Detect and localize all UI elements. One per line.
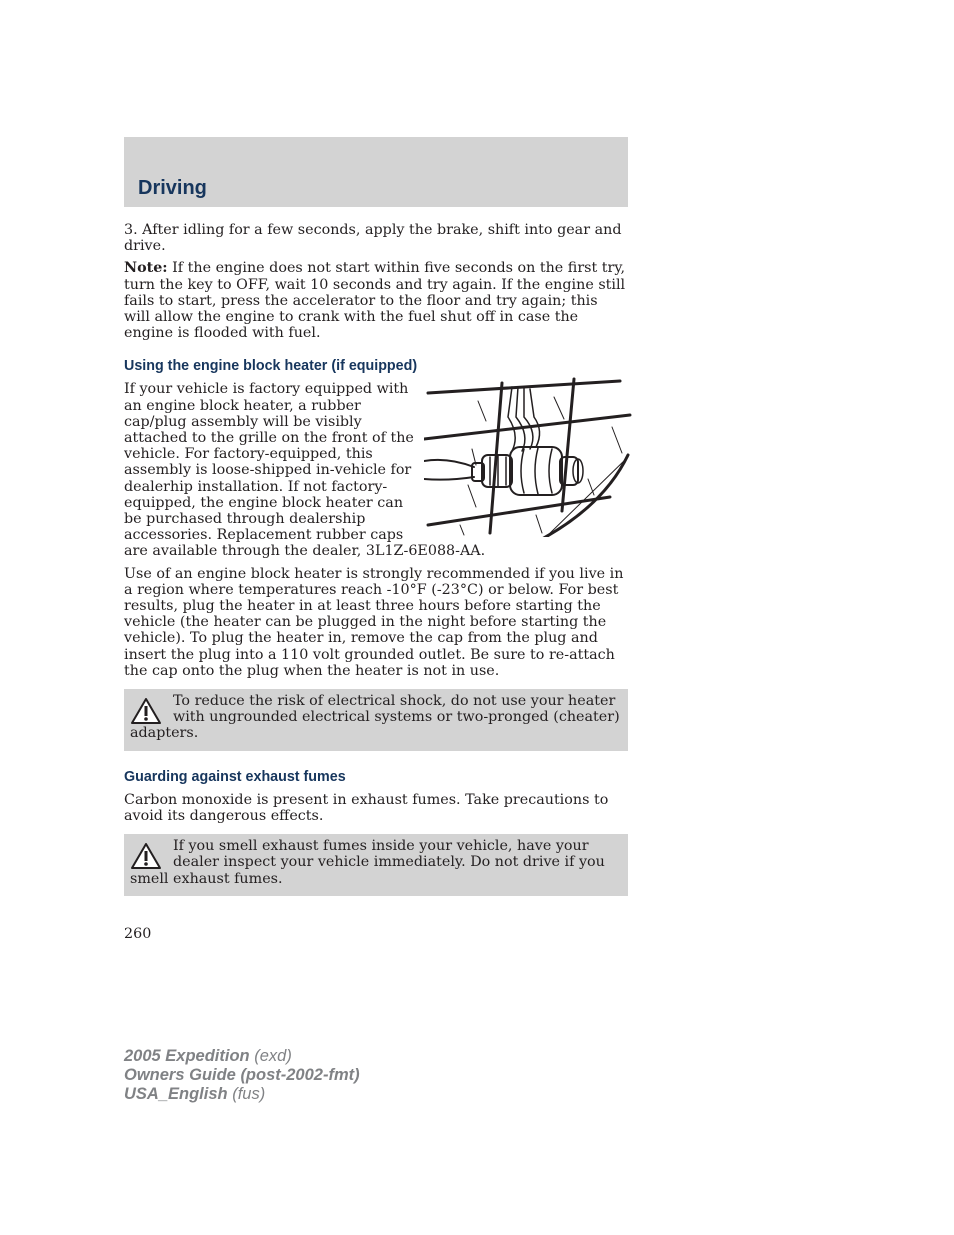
block-heater-heading: Using the engine block heater (if equipped)	[124, 358, 418, 375]
warning-triangle-icon	[130, 697, 162, 725]
electrical-warning-text: To reduce the risk of electrical shock, do not use your heater with ungrounded electrical systems or two-pronged (cheater) adapters.	[130, 693, 620, 742]
note-text: If the engine does not start within five seconds on the first try, turn the key to OFF, wait 10 seconds and try again. If the engine still fails to start, press the accelerator to the floor and try again; this will allow the engine to crank with the fuel shut off in case the engine is flooded with fuel.	[124, 260, 626, 342]
exhaust-heading: Guarding against exhaust fumes	[124, 768, 346, 785]
section-header	[124, 137, 628, 207]
document-footer	[124, 1047, 360, 1104]
note-paragraph	[124, 260, 628, 341]
footer-line-2	[124, 1066, 360, 1085]
exhaust-warning-box	[124, 834, 628, 896]
step-3-text: 3. After idling for a few seconds, apply the brake, shift into gear and drive.	[124, 222, 622, 255]
footer-language-code: (fus)	[227, 1085, 266, 1103]
note-label: Note:	[124, 260, 168, 277]
footer-model-code: (exd)	[249, 1047, 292, 1065]
page-content	[124, 222, 628, 914]
page-number: 260	[124, 926, 152, 942]
footer-model: 2005 Expedition	[124, 1047, 250, 1065]
footer-line-3	[124, 1085, 360, 1104]
electrical-warning-box	[124, 689, 628, 751]
warning-triangle-icon	[130, 842, 162, 870]
footer-line-1	[124, 1047, 360, 1066]
block-heater-plug-illustration	[424, 377, 636, 537]
block-heater-para-2: Use of an engine block heater is strongly recommended if you live in a region where temperatures reach -10°F (-23°C) or below. For best results, plug the heater in at least three hours before starting the vehicle (the heater can be plugged in the night before starting the vehicle). To plug the heater in, remove the cap from the plug and insert the plug into a 110 volt grounded outlet. Be sure to re-attach the cap onto the plug when the heater is not in use.	[124, 565, 624, 679]
exhaust-warning-text: If you smell exhaust fumes inside your vehicle, have your dealer inspect your vehicle immediately. Do not drive if you smell exhaust fumes.	[130, 838, 605, 887]
section-title: Driving	[138, 177, 207, 199]
block-heater-para-1: If your vehicle is factory equipped with an engine block heater, a rubber cap/plug assembly will be visibly attached to the grille on the front of the vehicle. For factory-equipped, this assembly is loose-shipped in-vehicle for dealerhip installation. If not factory-equipped, the engine block heater can be purchased through dealership accessories. Replacement rubber caps are available through the dealer, 3L1Z-6E088-AA.	[124, 381, 486, 560]
footer-guide: Owners Guide (post-2002-fmt)	[124, 1066, 360, 1084]
exhaust-paragraph: Carbon monoxide is present in exhaust fumes. Take precautions to avoid its dangerous effects.	[124, 791, 609, 824]
footer-language: USA_English	[124, 1085, 228, 1103]
